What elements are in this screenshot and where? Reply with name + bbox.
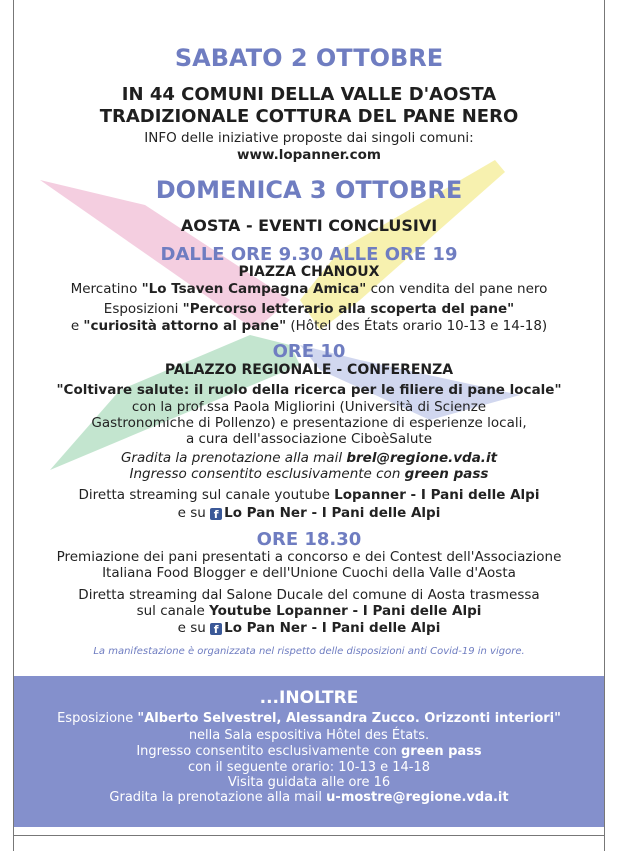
sunday-title: DOMENICA 3 OTTOBRE: [155, 176, 463, 204]
inoltre-line-2: nella Sala espositiva Hôtel des États.: [188, 728, 430, 743]
text: Esposizione: [57, 711, 138, 726]
text: Ingresso consentito esclusivamente con: [129, 466, 405, 482]
exhibition-title: "Alberto Selvestrel, Alessandra Zucco. Orizzonti interiori": [137, 711, 561, 726]
block1-line-2: [14, 301, 604, 317]
facebook-icon: f: [210, 623, 222, 635]
covid-note: La manifestazione è organizzata nel rispetto delle disposizioni anti Covid-19 in vigore.: [93, 646, 525, 657]
conference-title: "Coltivare salute: il ruolo della ricerca per le filiere di pane locale": [56, 382, 562, 398]
stream-line: [14, 487, 604, 503]
market-name: "Lo Tsaven Campagna Amica": [141, 281, 367, 297]
youtube-channel-link-2[interactable]: Youtube Lopanner - I Pani delle Alpi: [209, 603, 482, 619]
text: e su: [177, 505, 211, 521]
block1-place: PIAZZA CHANOUX: [238, 264, 380, 280]
text: con vendita del pane nero: [366, 281, 548, 297]
green-pass: green pass: [404, 466, 489, 482]
saturday-line-1: IN 44 COMUNI DELLA VALLE D'AOSTA: [121, 84, 497, 105]
facebook-line-2: [14, 620, 604, 636]
saturday-website-link[interactable]: www.lopanner.com: [237, 147, 381, 163]
block1-line-3: [14, 318, 604, 334]
inoltre-line-6: [14, 790, 604, 805]
saturday-info: INFO delle iniziative proposte dai singoli comuni:: [144, 130, 474, 146]
text: Esposizioni: [103, 301, 183, 317]
text: (Hôtel des États orario 10-13 e 14-18): [286, 318, 548, 334]
block3-time: ORE 18.30: [256, 529, 362, 550]
entry-line: [14, 466, 604, 482]
text: sul canale: [136, 603, 210, 619]
page-border-right: [604, 0, 605, 851]
block2-place: PALAZZO REGIONALE - CONFERENZA: [164, 362, 454, 378]
conference-line-2: Gastronomiche di Pollenzo) e presentazione di esperienze locali,: [91, 415, 527, 431]
booking-line: [14, 450, 604, 466]
block2-time: ORE 10: [272, 341, 346, 362]
text: e su: [177, 620, 211, 636]
award-line-1: Premiazione dei pani presentati a concorso e dei Contest dell'Associazione: [56, 549, 562, 565]
text: Diretta streaming sul canale youtube: [78, 487, 335, 503]
inoltre-line-1: [14, 711, 604, 726]
block1-time: DALLE ORE 9.30 ALLE ORE 19: [160, 244, 458, 265]
saturday-line-2: TRADIZIONALE COTTURA DEL PANE NERO: [99, 106, 519, 127]
saturday-title: SABATO 2 OTTOBRE: [174, 44, 444, 72]
facebook-line: [14, 505, 604, 521]
text: e: [70, 318, 84, 334]
block1-line-1: [14, 281, 604, 297]
text: Gradita la prenotazione alla mail: [120, 450, 347, 466]
page-border-bottom: [13, 835, 605, 836]
text: Ingresso consentito esclusivamente con: [136, 744, 401, 759]
stream2-line-2: [14, 603, 604, 619]
text: Mercatino: [70, 281, 142, 297]
award-line-2: Italiana Food Blogger e dell'Unione Cuochi della Valle d'Aosta: [102, 565, 516, 581]
exhibition-name-2: "curiosità attorno al pane": [83, 318, 287, 334]
facebook-page-link[interactable]: Lo Pan Ner - I Pani delle Alpi: [224, 505, 441, 521]
sunday-subtitle: AOSTA - EVENTI CONCLUSIVI: [180, 216, 438, 235]
conference-line-3: a cura dell'associazione CiboèSalute: [185, 431, 433, 447]
inoltre-line-4: con il seguente orario: 10-13 e 14-18: [187, 760, 431, 775]
inoltre-line-3: [14, 744, 604, 759]
stream2-line-1: Diretta streaming dal Salone Ducale del comune di Aosta trasmessa: [78, 587, 540, 603]
inoltre-title: ...INOLTRE: [259, 688, 359, 708]
facebook-page-link-2[interactable]: Lo Pan Ner - I Pani delle Alpi: [224, 620, 441, 636]
green-pass: green pass: [400, 744, 482, 759]
exhibition-name: "Percorso letterario alla scoperta del pane": [182, 301, 515, 317]
youtube-channel-link[interactable]: Lopanner - I Pani delle Alpi: [334, 487, 540, 503]
conference-line-1: con la prof.ssa Paola Migliorini (Università di Scienze: [131, 399, 487, 415]
facebook-icon: f: [210, 508, 222, 520]
text: Gradita la prenotazione alla mail: [109, 790, 327, 805]
inoltre-line-5: Visita guidata alle ore 16: [227, 775, 391, 790]
booking-email-link[interactable]: brel@regione.vda.it: [346, 450, 498, 466]
mostre-email-link[interactable]: u-mostre@regione.vda.it: [326, 790, 509, 805]
